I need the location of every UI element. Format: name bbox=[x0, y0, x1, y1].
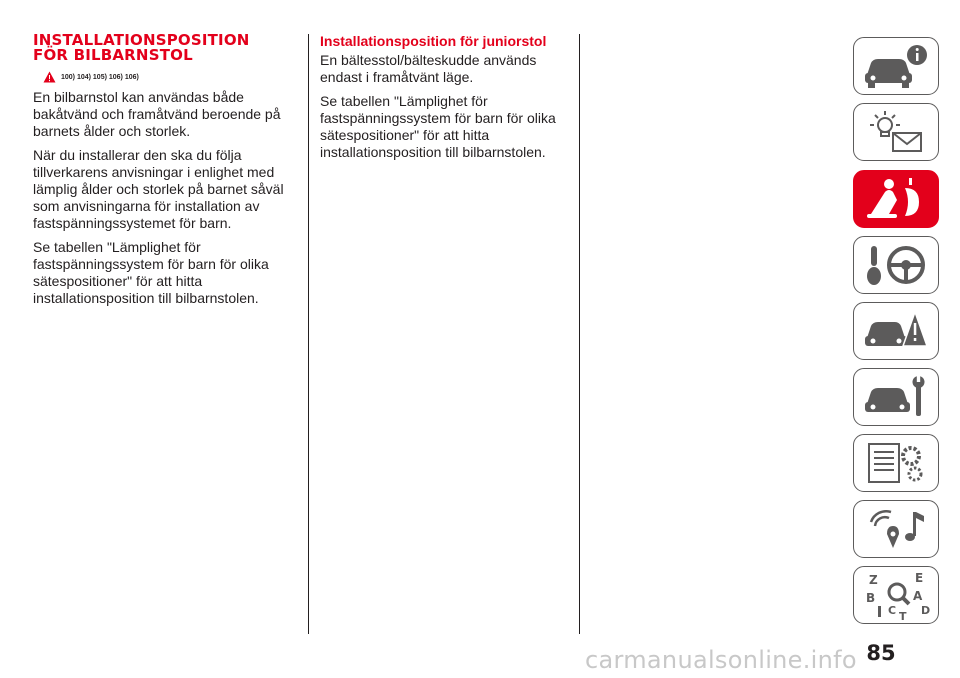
right-column bbox=[320, 33, 570, 168]
tab-emergency[interactable] bbox=[853, 302, 939, 360]
column-divider bbox=[308, 34, 309, 634]
section-heading-line1: INSTALLATIONSPOSITION bbox=[33, 31, 250, 49]
paragraph: När du installerar den ska du följa tillverkarens anvisningar i enlighet med lämplig ålder och storlek på barnet såväl som anvisningarna för installation av fastspänningssystemet för barn. bbox=[33, 147, 284, 231]
specs-gears-icon bbox=[861, 438, 931, 488]
section-heading bbox=[33, 33, 301, 63]
watermark: carmanualsonline.info bbox=[585, 646, 857, 674]
tab-maintenance[interactable] bbox=[853, 368, 939, 426]
tab-multimedia[interactable] bbox=[853, 500, 939, 558]
paragraph: En bältesstol/bälteskudde används endast i framåtvänt läge. bbox=[320, 52, 537, 85]
index-letter: T bbox=[899, 610, 907, 620]
warning-triangle-icon bbox=[43, 71, 56, 83]
alphabet-index-icon bbox=[861, 570, 931, 620]
index-letter: Z bbox=[869, 573, 878, 587]
section-heading-line2: FÖR BILBARNSTOL bbox=[33, 46, 193, 64]
paragraph: Se tabellen "Lämplighet för fastspänningssystem för barn för olika sätespositioner" för att hitta installationsposition till bilbarnstolen. bbox=[320, 93, 556, 160]
seat-airbag-icon bbox=[861, 174, 931, 224]
subsection-heading: Installationsposition för juniorstol bbox=[320, 33, 547, 49]
warning-references bbox=[43, 71, 301, 83]
index-letter: D bbox=[921, 604, 931, 617]
tab-warning-lights[interactable] bbox=[853, 103, 939, 161]
car-crash-warning-icon bbox=[861, 306, 931, 356]
key-steering-wheel-icon bbox=[861, 240, 931, 290]
car-info-icon bbox=[861, 41, 931, 91]
tab-index[interactable] bbox=[853, 566, 939, 624]
paragraph: En bilbarnstol kan användas både bakåtvänd och framåtvänd beroende på barnets ålder och storlek. bbox=[33, 89, 281, 139]
tab-technical-data[interactable] bbox=[853, 434, 939, 492]
tab-starting-driving[interactable] bbox=[853, 236, 939, 294]
warning-light-envelope-icon bbox=[861, 107, 931, 157]
warning-refs-text: 100) 104) 105) 106) 106) bbox=[61, 73, 139, 81]
column-divider bbox=[579, 34, 580, 634]
paragraph: Se tabellen "Lämplighet för fastspänningssystem för barn för olika sätespositioner" för att hitta installationsposition till bilbarnstolen. bbox=[33, 239, 269, 306]
index-letter: C bbox=[888, 604, 897, 617]
tab-safety[interactable] bbox=[853, 170, 939, 228]
page-number: 85 bbox=[866, 641, 896, 665]
index-letter: B bbox=[866, 591, 876, 605]
tab-car-info[interactable] bbox=[853, 37, 939, 95]
car-wrench-icon bbox=[861, 372, 931, 422]
index-letter: A bbox=[913, 589, 923, 603]
index-letter: E bbox=[915, 571, 924, 585]
left-column bbox=[33, 33, 301, 314]
multimedia-icon bbox=[861, 504, 931, 554]
